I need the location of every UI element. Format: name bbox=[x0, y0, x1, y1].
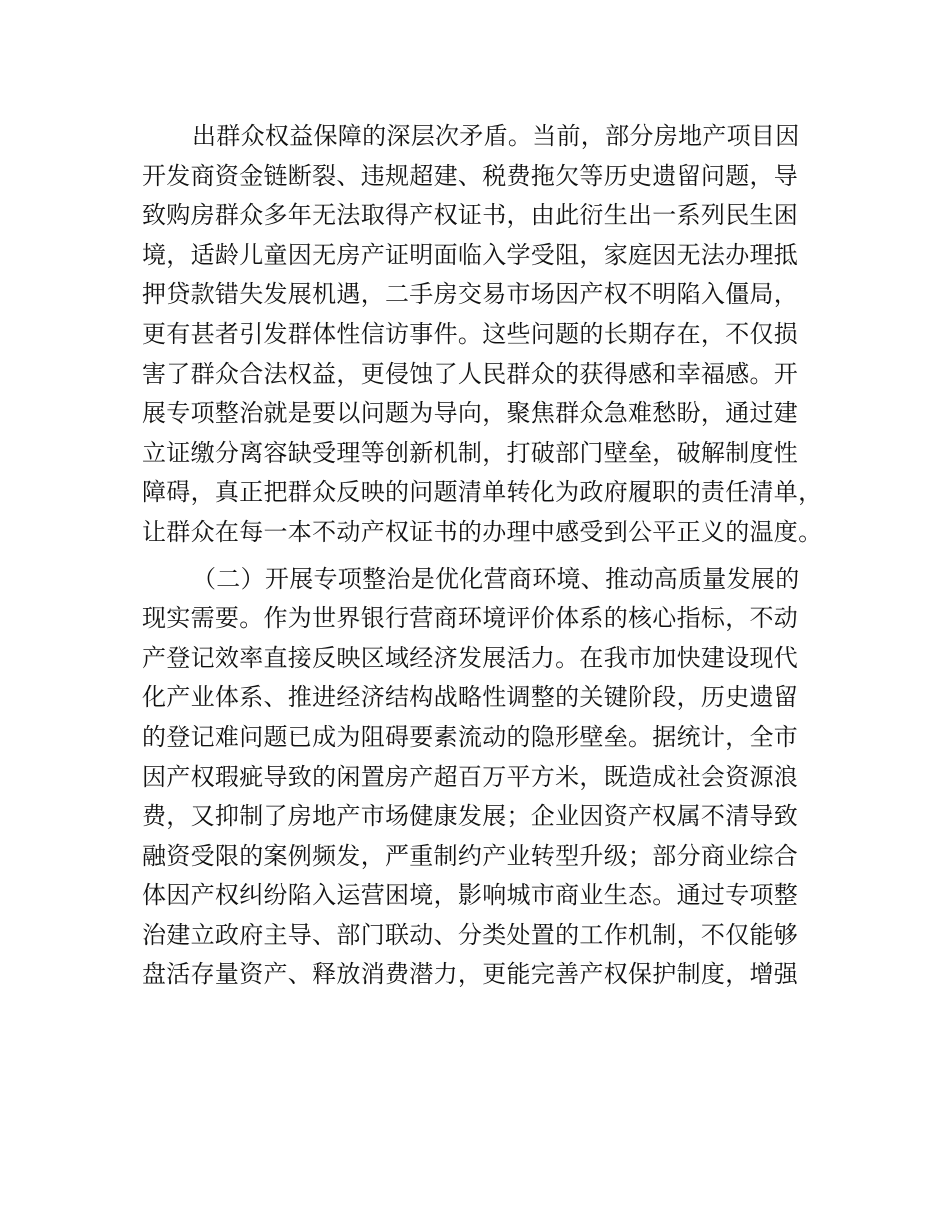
paragraph-2-line: 的登记难问题已成为阻碍要素流动的隐形壁垒。据统计，全市 bbox=[142, 722, 799, 751]
paragraph-2-line: 体因产权纠纷陷入运营困境，影响城市商业生态。通过专项整 bbox=[142, 881, 799, 910]
paragraph-1-line: 立证缴分离容缺受理等创新机制，打破部门壁垒，破解制度性 bbox=[142, 438, 799, 467]
paragraph-2-line: 盘活存量资产、释放消费潜力，更能完善产权保护制度，增强 bbox=[142, 960, 799, 989]
paragraph-gap bbox=[142, 553, 832, 560]
paragraph-1-line: 出群众权益保障的深层次矛盾。当前，部分房地产项目因 bbox=[192, 122, 800, 150]
paragraph-1-line: 展专项整治就是要以问题为导向，聚焦群众急难愁盼，通过建 bbox=[142, 399, 799, 428]
paragraph-1-line: 境，适龄儿童因无房产证明面临入学受阻，家庭因无法办理抵 bbox=[142, 240, 799, 269]
paragraph-2-line: 费，又抑制了房地产市场健康发展；企业因资产权属不清导致 bbox=[142, 802, 799, 831]
paragraph-1-line: 开发商资金链断裂、违规超建、税费拖欠等历史遗留问题，导 bbox=[142, 161, 799, 190]
body-text bbox=[142, 117, 832, 995]
paragraph-2-line: 产登记效率直接反映区域经济发展活力。在我市加快建设现代 bbox=[142, 643, 799, 672]
paragraph-1-line: 押贷款错失发展机遇，二手房交易市场因产权不明陷入僵局， bbox=[142, 280, 799, 309]
paragraph-2-line: （二）开展专项整治是优化营商环境、推动高质量发展的 bbox=[192, 564, 800, 593]
paragraph-2-line: 化产业体系、推进经济结构战略性调整的关键阶段，历史遗留 bbox=[142, 683, 799, 712]
paragraph-1-line: 障碍，真正把群众反映的问题清单转化为政府履职的责任清单， bbox=[142, 478, 823, 507]
paragraph-1-line: 让群众在每一本不动产权证书的办理中感受到公平正义的温度。 bbox=[142, 517, 823, 546]
paragraph-2-line: 治建立政府主导、部门联动、分类处置的工作机制，不仅能够 bbox=[142, 920, 799, 949]
paragraph-1-line: 致购房群众多年无法取得产权证书，由此衍生出一系列民生困 bbox=[142, 201, 799, 230]
paragraph-1-line: 更有甚者引发群体性信访事件。这些问题的长期存在，不仅损 bbox=[142, 319, 799, 348]
paragraph-2-line: 现实需要。作为世界银行营商环境评价体系的核心指标，不动 bbox=[142, 604, 799, 633]
paragraph-2-line: 融资受限的案例频发，严重制约产业转型升级；部分商业综合 bbox=[142, 841, 799, 870]
paragraph-1-line: 害了群众合法权益，更侵蚀了人民群众的获得感和幸福感。开 bbox=[142, 359, 799, 388]
paragraph-2-line: 因产权瑕疵导致的闲置房产超百万平方米，既造成社会资源浪 bbox=[142, 762, 799, 791]
